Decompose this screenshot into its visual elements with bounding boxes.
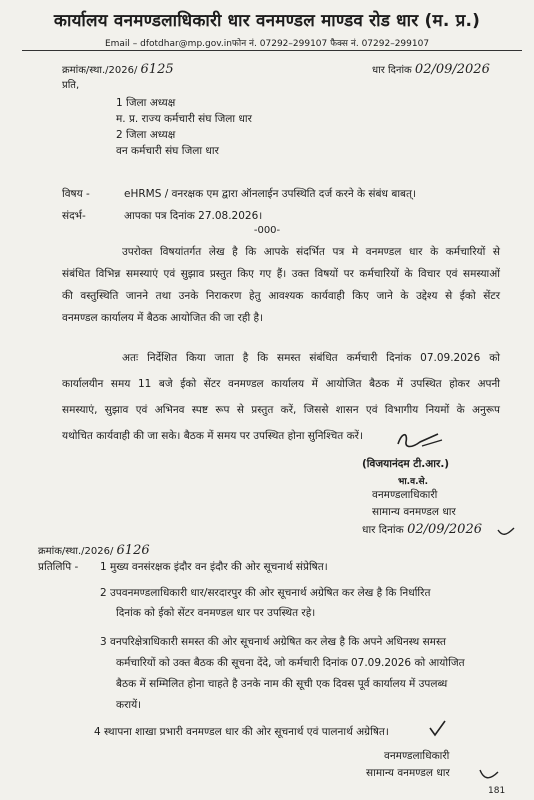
addressee-block [116,95,252,159]
addressee-line: म. प्र. राज्य कर्मचारी संघ जिला धार [116,113,252,125]
office-header: कार्यालय वनमण्डलाधिकारी धार वनमण्डल माण्डव रोड धार (म. प्र.) [53,11,481,31]
letter-date [372,62,490,77]
contact-line: Email – dfotdhar@mp.gov.inफोन नं. 07292–299107 फैक्स नं. 07292–299107 [104,39,430,49]
date-label: धार दिनांक [362,524,404,536]
handwritten-number: 6125 [140,62,174,77]
paragraph-line: समस्याएं, सुझाव एवं अभिनव स्पष्ट रूप से प्रस्तुत करें, जिससे शासन एवं विभागीय नियमों के अनुरूप [62,404,500,416]
copy-label: प्रतिलिपि - [38,561,79,573]
paragraph-line: अतः निर्देशित किया जाता है कि समस्त संबंधित कर्मचारी दिनांक 07.09.2026 को [122,352,500,364]
copy-line: 3 वनपरिक्षेत्राधिकारी समस्त की ओर सूचनार्थ अग्रेषित कर लेख है कि अपने अधिनस्थ समस्त [100,636,447,648]
copy-item-4: 4 स्थापना शाखा प्रभारी वनमण्डल धार की ओर सूचनार्थ एवं पालनार्थ अग्रेषित। [94,726,389,738]
paragraph-line: वनमण्डल कार्यालय में बैठक आयोजित की जा रही है। [62,312,264,324]
initial-mark [478,766,500,782]
prati-label: प्रति, [62,80,80,91]
signatory-office: सामान्य वनमण्डल धार [372,506,456,518]
reference-number [62,62,174,77]
reference-prefix: क्रमांक/स्था./2026/ [62,65,138,76]
signatory-service: भा.व.से. [398,477,429,487]
copy-item-3 [100,632,465,716]
handwritten-number: 6126 [116,543,150,558]
date-label: धार दिनांक [372,65,412,76]
paragraph-line: की वस्तुस्थिति जानने तथा उनके निराकरण हेतु आवश्यक कार्यवाही किए जाने के उद्देश्य से ईको सेंटर [62,290,500,302]
addressee-line: 1 जिला अध्यक्ष [116,97,176,109]
paragraph-line: संबंधित विभिन्न समस्याएं एवं सुझाव प्रस्तुत किए गए हैं। उक्त विषयों पर कर्मचारियों के विचार एवं समस्याओं [62,268,500,280]
reference-prefix: क्रमांक/स्था./2026/ [38,546,114,557]
initial-mark [496,524,516,538]
copy-item-2 [100,583,430,623]
section-separator: -000- [253,225,281,236]
reference-text: आपका पत्र दिनांक 27.08.2026। [124,210,263,222]
footer-designation: वनमण्डलाधिकारी [384,750,450,762]
handwritten-date: 02/09/2026 [407,522,482,537]
handwritten-date: 02/09/2026 [414,62,490,77]
paragraph-line: उपरोक्त विषयांतर्गत लेख है कि आपके संदर्भित पत्र मे वनमण्डल धार के कर्मचारियों से [122,246,500,258]
signature-mark [392,428,448,454]
signatory-designation: वनमण्डलाधिकारी [372,489,438,501]
copy-line: करायें। [116,699,142,711]
copy-reference-number [38,543,150,558]
tick-mark [426,718,448,740]
addressee-line: 2 जिला अध्यक्ष [116,129,176,141]
page-number: 181 [488,786,506,796]
paragraph-line: यथोचित कार्यवाही की जा सके। बैठक में समय पर उपस्थित होना सुनिश्चित करें। [62,430,363,442]
copy-item-1: 1 मुख्य वनसंरक्षक इंदौर वन इंदौर की ओर सूचनार्थ संप्रेषित। [100,561,328,573]
reference-label: संदर्भ- [62,210,86,222]
signature-date [362,522,482,537]
addressee-line: वन कर्मचारी संघ जिला धार [116,145,219,157]
body-paragraph-1 [62,241,500,329]
signatory-name: (विजयानंदम टी.आर.) [362,458,450,470]
header-divider [22,50,522,51]
copy-line: कर्मचारियों को उक्त बैठक की सूचना देंदे, जो कर्मचारी दिनांक 07.09.2026 को आयोजित [116,657,465,669]
subject-label: विषय - [62,188,90,200]
copy-line: दिनांक को ईको सेंटर वनमण्डल धार पर उपस्थित रहे। [116,607,316,619]
footer-office: सामान्य वनमण्डल धार [366,767,450,779]
copy-line: 2 उपवनमण्डलाधिकारी धार/सरदारपुर की ओर सूचनार्थ अग्रेषित कर लेख है कि निर्धारित [100,587,431,599]
subject-text: eHRMS / वनरक्षक एम द्वारा ऑनलाईन उपस्थिति दर्ज करने के संबंध बाबत्। [124,188,416,200]
copy-line: बैठक में सम्मिलित होना चाहते है उनके नाम की सूची एक दिवस पूर्व कार्यालय में उपलब्ध [116,678,448,690]
paragraph-line: कार्यालयीन समय 11 बजे ईको सेंटर वनमण्डल कार्यालय में आयोजित बैठक में उपस्थित होकर अपनी [62,378,500,390]
